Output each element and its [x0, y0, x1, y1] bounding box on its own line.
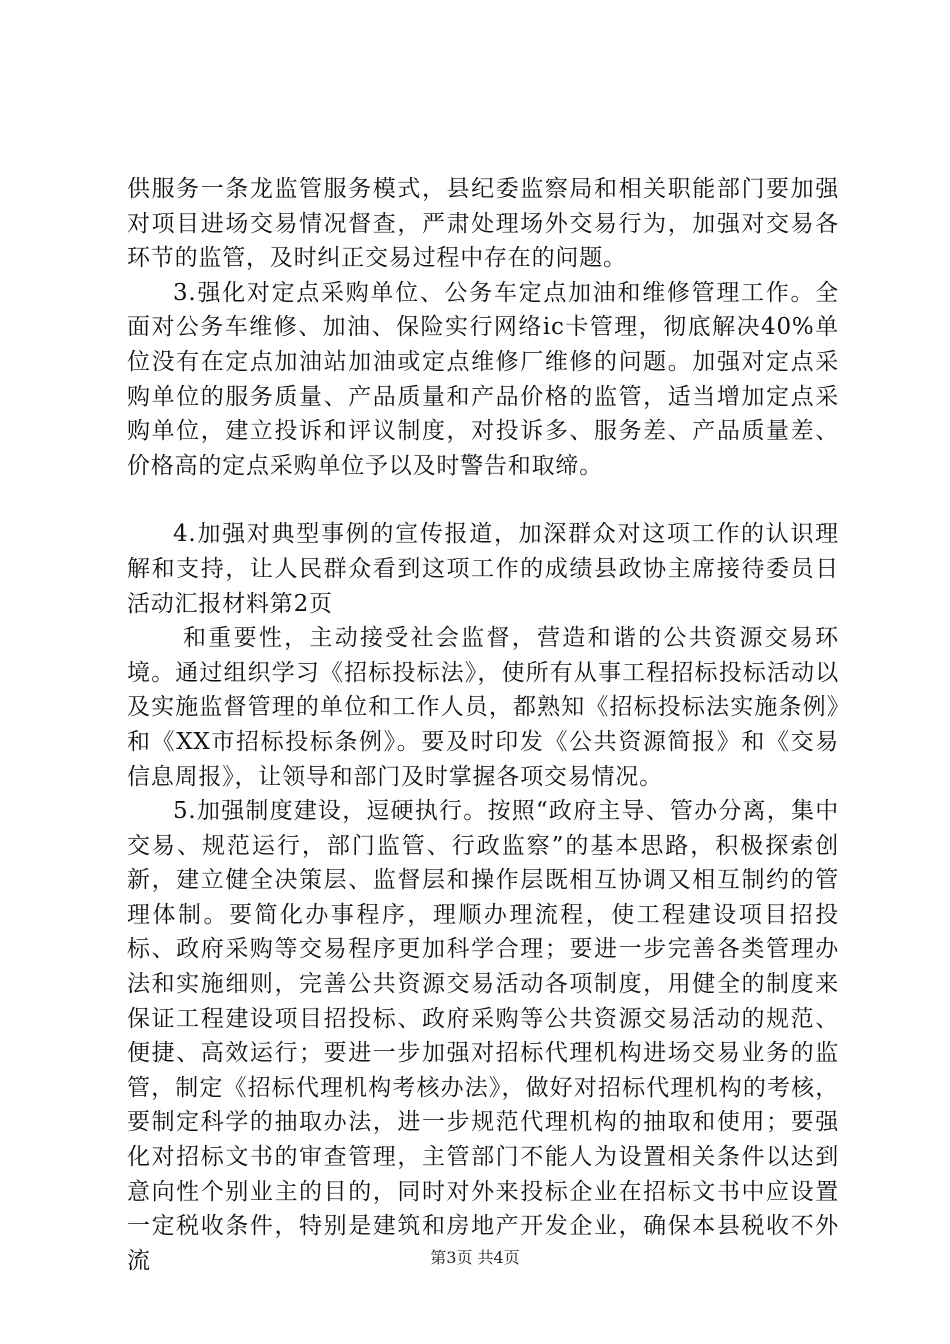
paragraph-item-5: 5.加强制度建设，逗硬执行。按照“政府主导、管办分离，集中交易、规范运行，部门监管、行政监察”的基本思路，积极探索创新，建立健全决策层、监督层和操作层既相互协调又相互制约的管理体制。要简化办事程序，理顺办理流程，使工程建设项目招投标、政府采购等交易程序更加科学合理；要进一步完善各类管理办法和实施细则，完善公共资源交易活动各项制度，用健全的制度来保证工程建设项目招投标、政府采购等公共资源交易活动的规范、便捷、高效运行；要进一步加强对招标代理机构进场交易业务的监管，制定《招标代理机构考核办法》，做好对招标代理机构的考核，要制定科学的抽取办法，进一步规范代理机构的抽取和使用；要强化对招标文书的审查管理，主管部门不能人为设置相关条件以达到意向性个别业主的目的，同时对外来投标企业在招标文书中应设置一定税收条件，特别是建筑和房地产开发企业，确保本县税收不外流 — [127, 798, 839, 1274]
page-footer: 第3页 共4页 — [430, 1248, 520, 1267]
paragraph-item-3: 3.强化对定点采购单位、公务车定点加油和维修管理工作。全面对公务车维修、加油、保险实行网络ic卡管理，彻底解决40%单位没有在定点加油站加油或定点维修厂维修的问题。加强对定点采购单位的服务质量、产品质量和产品价格的监管，适当增加定点采购单位，建立投诉和评议制度，对投诉多、服务差、产品质量差、价格高的定点采购单位予以及时警告和取缔。 — [127, 279, 839, 479]
document-body — [127, 172, 839, 1278]
paragraph-spacer — [127, 483, 839, 517]
paragraph-item-4: 4.加强对典型事例的宣传报道，加深群众对这项工作的认识理解和支持，让人民群众看到这项工作的成绩县政协主席接待委员日活动汇报材料第2页 — [127, 521, 839, 617]
paragraph-item-4-continued: 和重要性，主动接受社会监督，营造和谐的公共资源交易环境。通过组织学习《招标投标法》，使所有从事工程招标投标活动以及实施监督管理的单位和工作人员，都熟知《招标投标法实施条例》和《XX市招标投标条例》。要及时印发《公共资源简报》和《交易信息周报》，让领导和部门及时掌握各项交易情况。 — [127, 625, 839, 790]
paragraph-continued: 供服务一条龙监管服务模式，县纪委监察局和相关职能部门要加强对项目进场交易情况督查，严肃处理场外交易行为，加强对交易各环节的监管，及时纠正交易过程中存在的问题。 — [127, 176, 839, 272]
